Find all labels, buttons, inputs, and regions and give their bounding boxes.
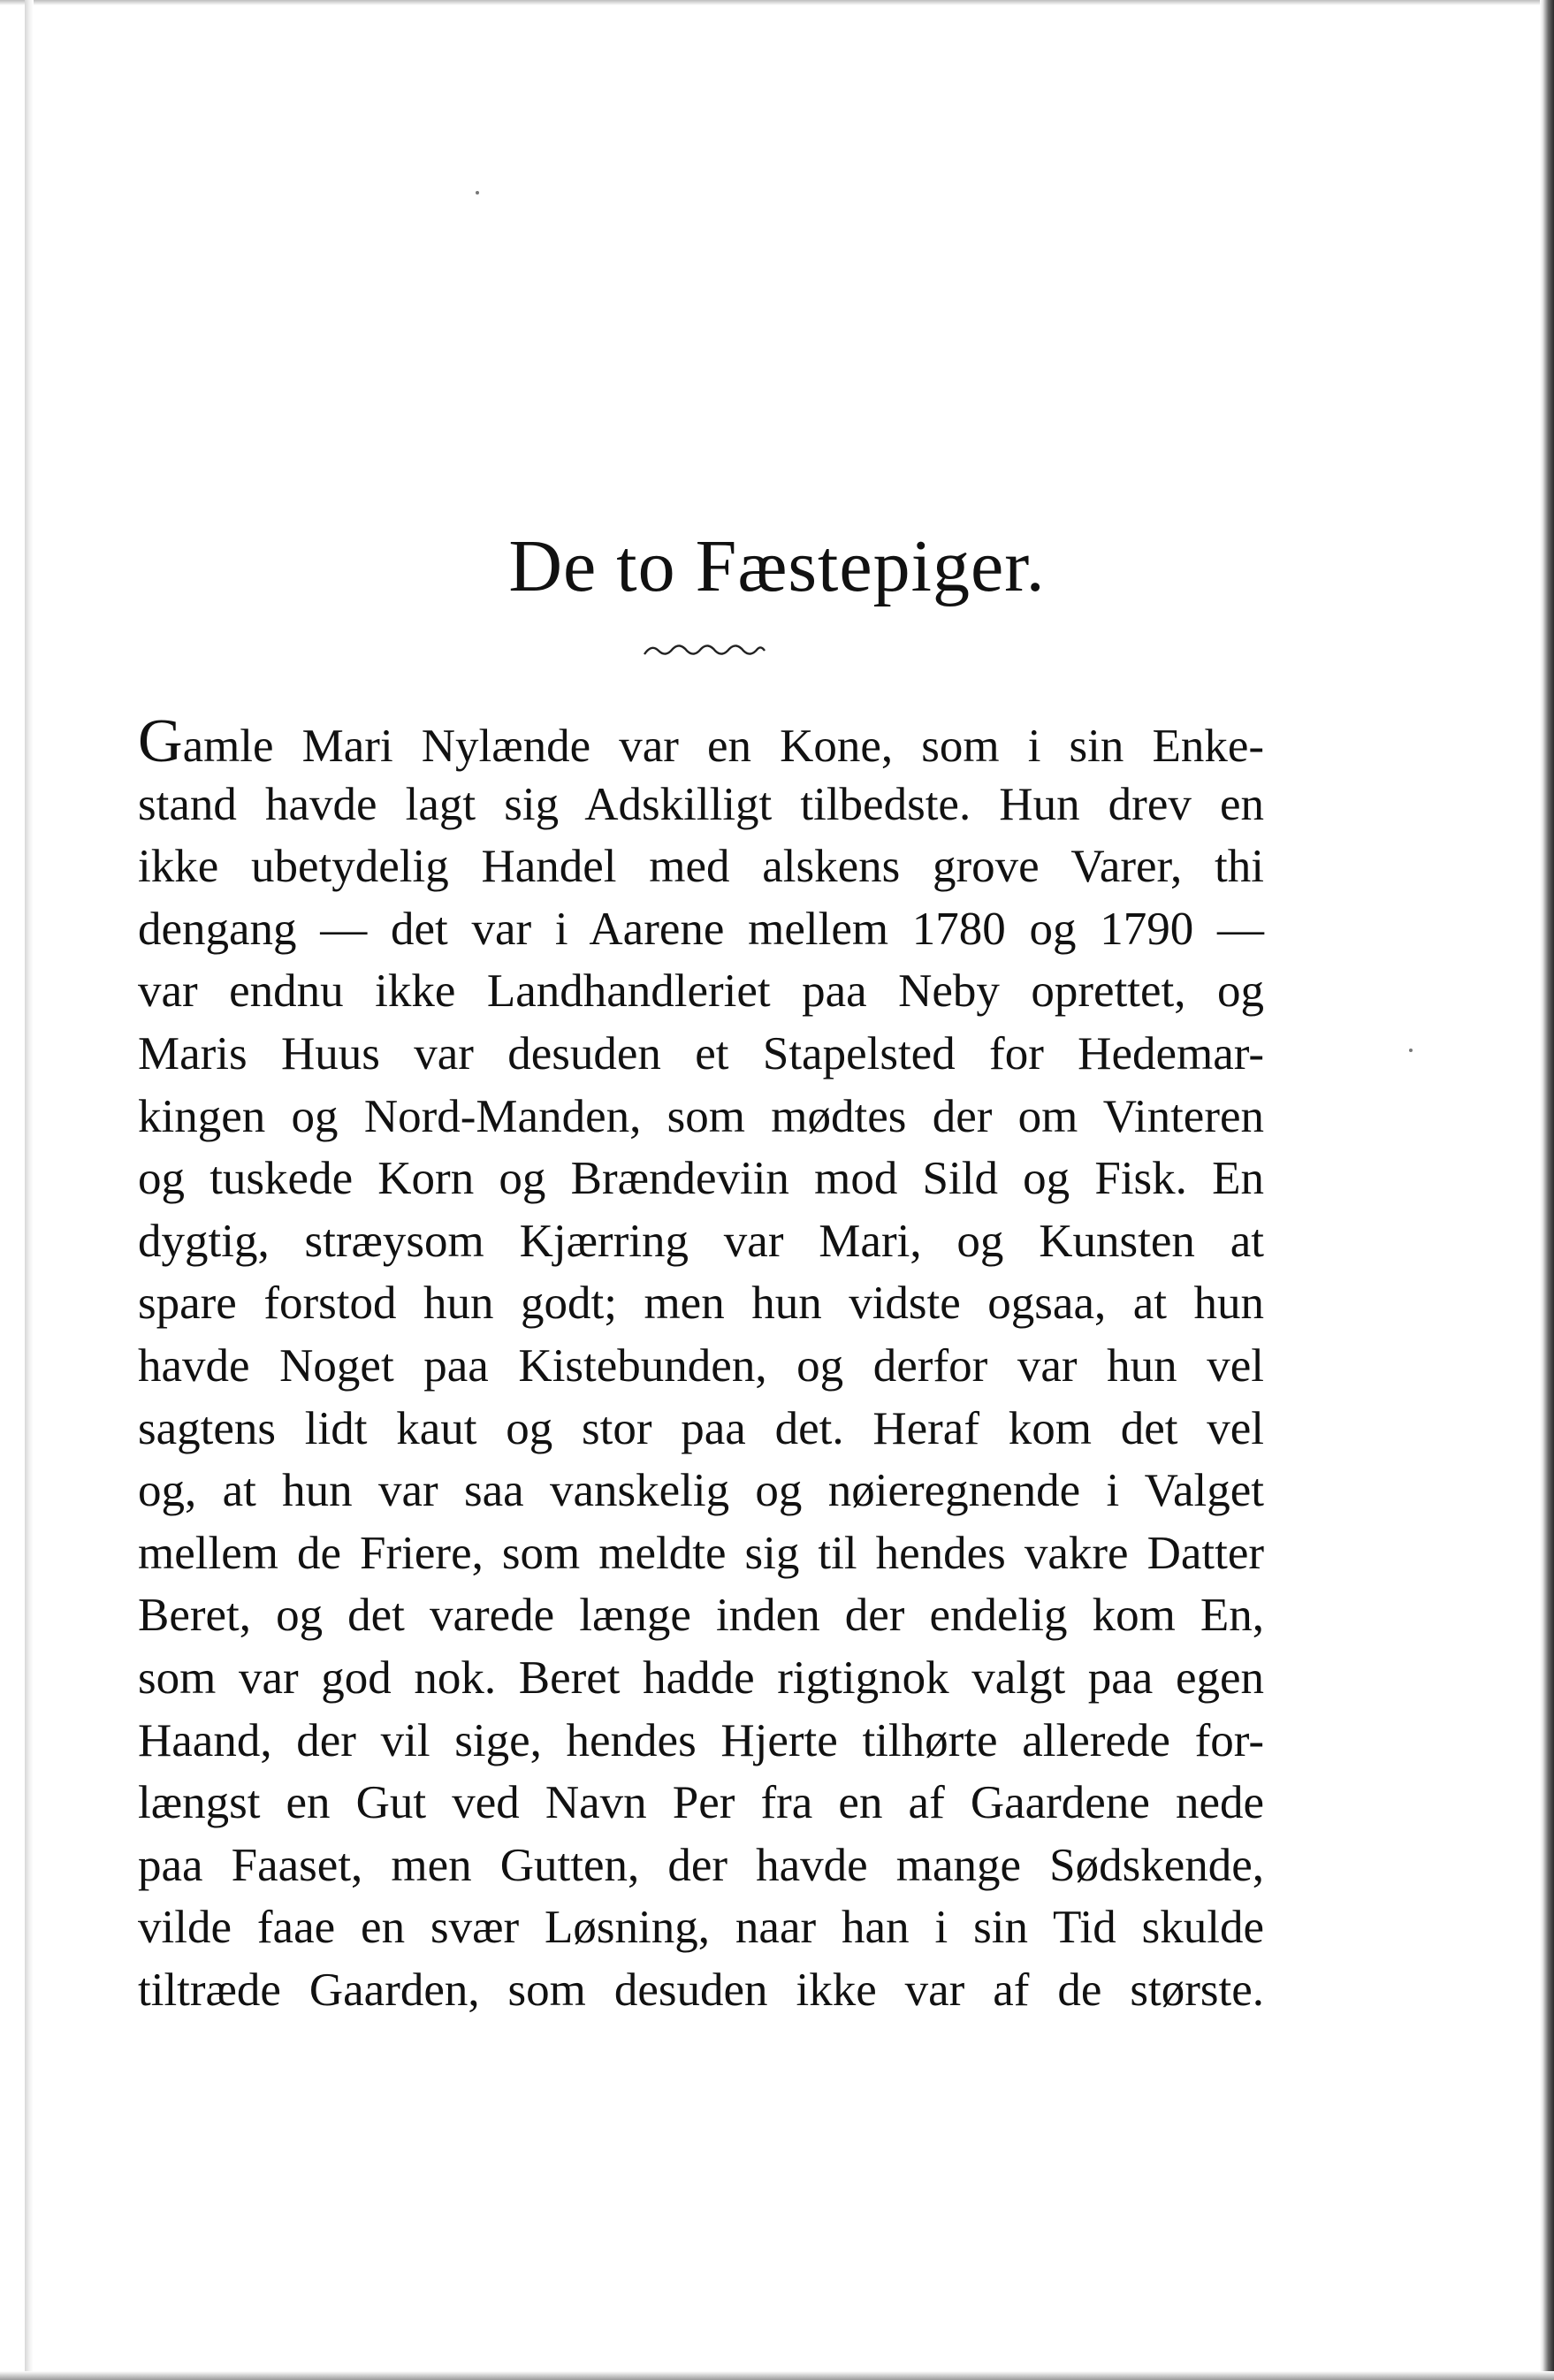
drop-cap: G <box>138 707 183 775</box>
text-line-4: dengang — det var i Aarene mellem 1780 og 1790 — <box>138 903 1264 955</box>
text-line-7: kingen og Nord-Manden, som mødtes der om Vinteren <box>138 1090 1264 1142</box>
flourish-ornament-icon <box>643 640 766 661</box>
text-line-19: paa Faaset, men Gutten, der havde mange Sødskende, <box>138 1839 1264 1891</box>
text-line-18: længst en Gut ved Navn Per fra en af Gaardene nede <box>138 1777 1264 1829</box>
text-line-17: Haand, der vil sige, hendes Hjerte tilhørte allerede for- <box>138 1714 1264 1766</box>
text-line-20: vilde faae en svær Løsning, naar han i sin Tid skulde <box>138 1902 1264 1954</box>
text-line-14: mellem de Friere, som meldte sig til hendes vakre Datter <box>138 1527 1264 1579</box>
text-line-2: stand havde lagt sig Adskilligt tilbedste. Hun drev en <box>138 778 1264 830</box>
text-line-15: Beret, og det varede længe inden der endelig kom En, <box>138 1590 1264 1642</box>
text-line-8: og tuskede Korn og Brændeviin mod Sild og Fisk. En <box>138 1153 1264 1205</box>
page-edge-right <box>1540 0 1554 2380</box>
page-edge-bottom <box>0 2371 1554 2380</box>
text-line-3: ikke ubetydelig Handel med alskens grove Varer, thi <box>138 841 1264 893</box>
text-line-9: dygtig, stræysom Kjærring var Mari, og Kunsten at <box>138 1215 1264 1267</box>
text-line-12: sagtens lidt kaut og stor paa det. Heraf kom det vel <box>138 1402 1264 1454</box>
body-paragraph <box>138 707 1264 2021</box>
page-edge-top <box>0 0 1554 5</box>
text-line-6: Maris Huus var desuden et Stapelsted for Hedemar- <box>138 1027 1264 1079</box>
text-line-11: havde Noget paa Kistebunden, og derfor var hun vel <box>138 1339 1264 1392</box>
text-line-1: Gamle Mari Nylænde var en Kone, som i sin Enke- <box>138 707 1264 775</box>
text-line-21: tiltræde Gaarden, som desuden ikke var af de største. <box>138 1964 1264 2016</box>
text-line-16: som var god nok. Beret hadde rigtignok valgt paa egen <box>138 1652 1264 1704</box>
text-line-10: spare forstod hun godt; men hun vidste ogsaa, at hun <box>138 1278 1264 1330</box>
dust-speck <box>1409 1049 1413 1052</box>
dust-speck <box>476 191 479 195</box>
text-line-13: og, at hun var saa vanskelig og nøieregnende i Valget <box>138 1465 1264 1517</box>
page-edge-left <box>25 0 34 2380</box>
chapter-title: De to Fæstepiger. <box>508 525 1046 607</box>
text-line-5: var endnu ikke Landhandleriet paa Neby oprettet, og <box>138 965 1264 1018</box>
